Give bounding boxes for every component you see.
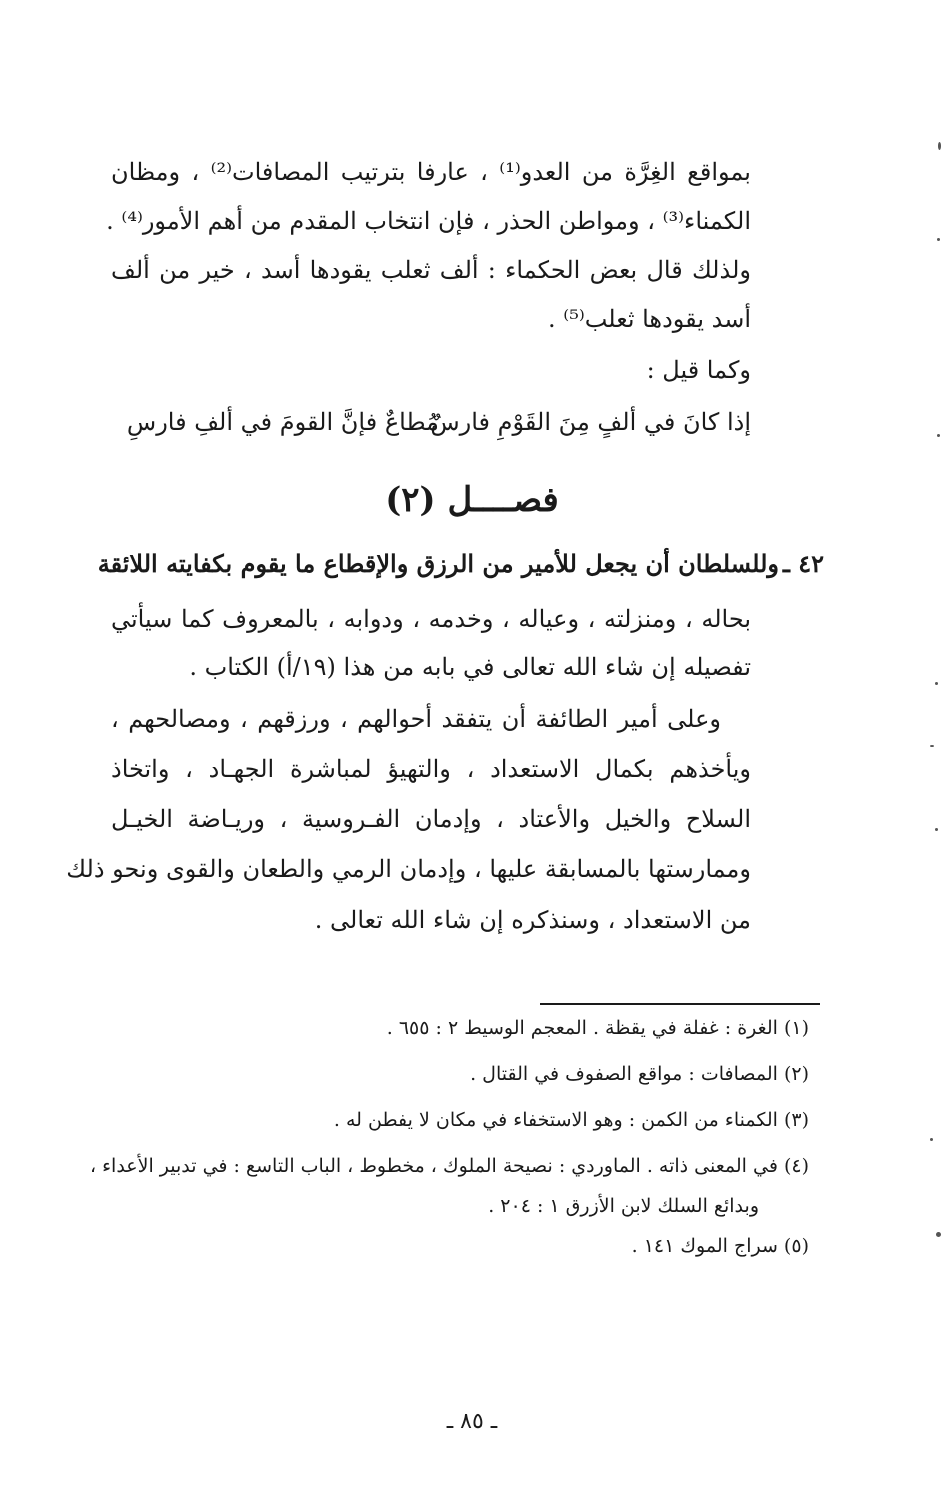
verse-first-hemistich: إذا كانَ في ألفٍ مِنَ القَوْمِ فارسٌ: [430, 408, 751, 436]
verse-second-hemistich: مُطاعٌ فإنَّ القومَ في ألفِ فارسِ: [126, 408, 439, 436]
section-line-2: بحاله ، ومنزلته ، وعياله ، وخدمه ، ودوابه ، بالمعروف كما سيأتي: [111, 605, 751, 633]
page-number: ـ ٨٥ ـ: [446, 1409, 498, 1434]
footnote-4: (٤) في المعنى ذاته . الماوردي : نصيحة الملوك ، مخطوط ، الباب التاسع : في تدبير الأعداء ،: [89, 1155, 809, 1177]
footnote-5: (٥) سراج الموك ١٤١ .: [631, 1235, 809, 1257]
body-line-4: أسد يقودها ثعلب⁽⁵⁾ .: [548, 305, 751, 333]
section-heading: فصــــل (٢): [385, 480, 559, 520]
scan-speck: [930, 745, 934, 747]
scan-speck: [935, 828, 938, 831]
paragraph-number: ٤٢ ـ: [782, 549, 824, 578]
section-line-7: وممارستها بالمسابقة عليها ، وإدمان الرمي والطعان والقوى ونحو ذلك: [66, 855, 751, 883]
scan-speck: [936, 1232, 941, 1237]
section-line-5: ويأخذهم بكمال الاستعداد ، والتهيؤ لمباشرة الجهـاد ، واتخاذ: [111, 755, 751, 783]
body-line-2: الكمناء⁽³⁾ ، ومواطن الحذر ، فإن انتخاب المقدم من أهم الأمور⁽⁴⁾ .: [106, 207, 751, 235]
footnote-rule: [540, 1003, 820, 1005]
section-line-3: تفصيله إن شاء الله تعالى في بابه من هذا (١٩/أ) الكتاب .: [189, 653, 751, 681]
footnote-2: (٢) المصافات : مواقع الصفوف في القتال .: [470, 1063, 809, 1085]
footnote-3: (٣) الكمناء من الكمن : وهو الاستخفاء في مكان لا يفطن له .: [333, 1109, 809, 1131]
scan-speck: [937, 238, 940, 241]
footnote-1: (١) الغرة : غفلة في يقظة . المعجم الوسيط ٢ : ٦٥٥ .: [386, 1017, 809, 1039]
scan-speck: [938, 142, 941, 150]
section-line-4: وعلى أمير الطائفة أن يتفقد أحوالهم ، ورزقهم ، ومصالحهم ،: [111, 705, 721, 733]
scan-speck: [930, 1138, 933, 1141]
scan-speck: [935, 682, 938, 685]
body-line-3: ولذلك قال بعض الحكماء : ألف ثعلب يقودها أسد ، خير من ألف: [111, 256, 751, 284]
body-line-1: بمواقع الغِرَّة من العدو⁽¹⁾ ، عارفا بترتيب المصافات⁽²⁾ ، ومظان: [111, 158, 751, 186]
section-line-6: السلاح والخيل والأعتاد ، وإدمان الفـروسية ، وريـاضة الخيـل: [111, 805, 751, 833]
footnote-4-continued: وبدائع السلك لابن الأزرق ١ : ٢٠٤ .: [488, 1195, 759, 1217]
section-line-8: من الاستعداد ، وسنذكره إن شاء الله تعالى .: [314, 906, 751, 934]
section-line-1: وللسلطان أن يجعل للأمير من الرزق والإقطاع ما يقوم بكفايته اللائقة: [97, 549, 779, 578]
body-line-5: وكما قيل :: [646, 356, 751, 384]
scan-speck: [937, 434, 940, 437]
